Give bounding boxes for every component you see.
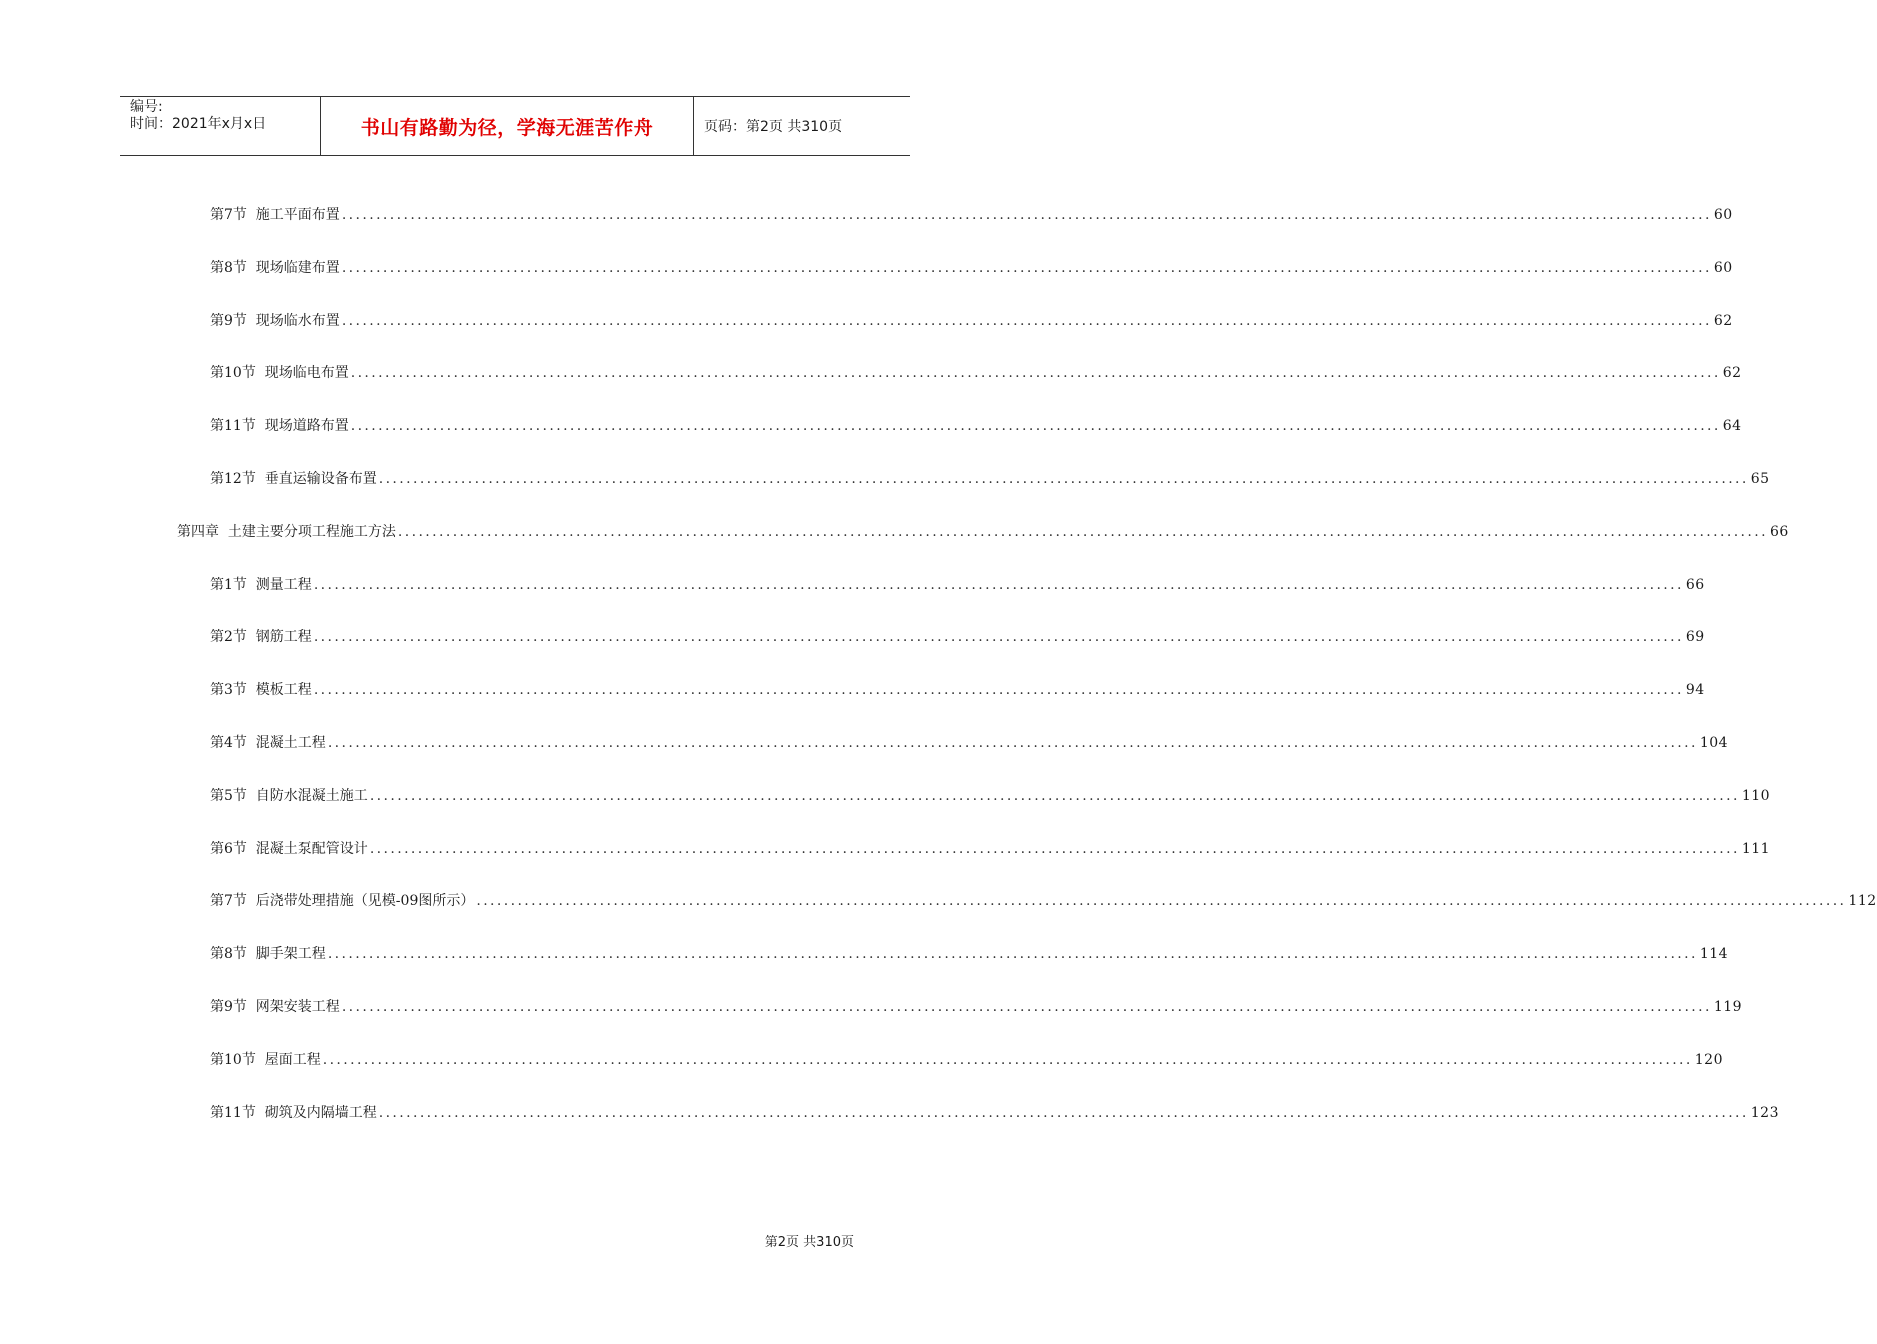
toc-leader-dots: ........................................................................................................................................................................................................ bbox=[378, 1104, 1749, 1121]
toc-leader-dots: ........................................................................................................................................................................................................ bbox=[313, 682, 1684, 699]
toc-entry-page: 65 bbox=[1750, 471, 1770, 487]
toc-entry-title: 第9节 现场临水布置 bbox=[210, 312, 340, 329]
toc-leader-dots: ........................................................................................................................................................................................................ bbox=[378, 471, 1749, 487]
toc-leader-dots: ........................................................................................................................................................................................................ bbox=[327, 735, 1698, 751]
toc-entry-page: 110 bbox=[1741, 787, 1771, 804]
toc-leader-dots: ........................................................................................................................................................................................................ bbox=[369, 840, 1740, 857]
toc-entry-title: 第2节 钢筋工程 bbox=[210, 629, 312, 646]
toc-entry-title: 第6节 混凝土泵配管设计 bbox=[210, 840, 368, 857]
toc-leader-dots: ........................................................................................................................................................................................................ bbox=[350, 418, 1721, 435]
toc-leader-dots: ........................................................................................................................................................................................................ bbox=[313, 576, 1684, 593]
toc-entry-page: 111 bbox=[1741, 840, 1771, 857]
toc-entry-title: 第9节 网架安装工程 bbox=[210, 999, 340, 1015]
toc-entry[interactable] bbox=[210, 1103, 1779, 1123]
toc-leader-dots: ........................................................................................................................................................................................................ bbox=[341, 259, 1712, 276]
toc-entry-page: 112 bbox=[1848, 893, 1877, 910]
toc-entry-title: 第1节 测量工程 bbox=[210, 576, 312, 593]
toc-leader-dots: ........................................................................................................................................................................................................ bbox=[397, 523, 1768, 540]
toc-entry-title: 第4节 混凝土工程 bbox=[210, 735, 326, 751]
toc-entry[interactable] bbox=[210, 944, 1729, 964]
toc-leader-dots: ........................................................................................................................................................................................................ bbox=[327, 946, 1698, 963]
toc-entry-page: 123 bbox=[1750, 1104, 1779, 1121]
toc-entry-title: 第四章 土建主要分项工程施工方法 bbox=[177, 523, 396, 540]
toc-leader-dots: ........................................................................................................................................................................................................ bbox=[341, 999, 1712, 1015]
toc-entry[interactable] bbox=[210, 258, 1733, 278]
toc-entry-page: 120 bbox=[1694, 1051, 1723, 1068]
toc-entry-title: 第7节 后浇带处理措施（见模-09图所示） bbox=[210, 893, 475, 910]
toc-entry-page: 60 bbox=[1713, 207, 1733, 223]
toc-entry-page: 66 bbox=[1769, 523, 1789, 540]
toc-entry[interactable] bbox=[210, 205, 1733, 225]
toc-leader-dots: ........................................................................................................................................................................................................ bbox=[341, 207, 1712, 223]
toc-entry-title: 第10节 屋面工程 bbox=[210, 1051, 321, 1068]
header-page-info: 页码：第2页 共310页 bbox=[704, 119, 843, 135]
toc-entry-title: 第8节 现场临建布置 bbox=[210, 259, 340, 276]
toc-leader-dots: ........................................................................................................................................................................................................ bbox=[341, 312, 1712, 329]
toc-entry-page: 119 bbox=[1713, 999, 1743, 1015]
toc-entry-title: 第11节 现场道路布置 bbox=[210, 418, 349, 435]
toc-entry-page: 69 bbox=[1685, 629, 1705, 646]
page-header bbox=[120, 96, 910, 156]
toc-leader-dots: ........................................................................................................................................................................................................ bbox=[313, 629, 1684, 646]
time-label: 时间：2021年x月x日 bbox=[130, 116, 267, 132]
toc-leader-dots: ........................................................................................................................................................................................................ bbox=[350, 365, 1721, 382]
toc-entry-title: 第5节 自防水混凝土施工 bbox=[210, 787, 368, 804]
toc-entry-page: 62 bbox=[1722, 365, 1742, 382]
toc-entry-page: 66 bbox=[1685, 576, 1705, 593]
toc-entry[interactable] bbox=[210, 416, 1742, 436]
toc-entry-title: 第3节 模板工程 bbox=[210, 682, 312, 699]
toc-leader-dots: ........................................................................................................................................................................................................ bbox=[322, 1051, 1693, 1068]
toc-entry-title: 第10节 现场临电布置 bbox=[210, 365, 349, 382]
toc-leader-dots: ........................................................................................................................................................................................................ bbox=[369, 787, 1740, 804]
toc-leader-dots: ........................................................................................................................................................................................................ bbox=[476, 893, 1847, 910]
toc-entry-page: 60 bbox=[1713, 259, 1733, 276]
toc-entry[interactable] bbox=[210, 680, 1705, 700]
toc-entry[interactable] bbox=[177, 522, 1789, 542]
number-label: 编号: bbox=[130, 99, 163, 115]
toc-entry-title: 第7节 施工平面布置 bbox=[210, 207, 340, 223]
toc-entry-title: 第8节 脚手架工程 bbox=[210, 946, 326, 963]
toc-entry[interactable] bbox=[210, 627, 1705, 647]
toc-entry[interactable] bbox=[210, 1050, 1723, 1070]
header-motto: 书山有路勤为径，学海无涯苦作舟 bbox=[321, 97, 694, 155]
toc-entry-title: 第12节 垂直运输设备布置 bbox=[210, 471, 377, 487]
toc-entry[interactable] bbox=[210, 733, 1729, 753]
toc-entry-page: 114 bbox=[1699, 946, 1729, 963]
toc-entry-page: 62 bbox=[1713, 312, 1733, 329]
toc-entry-page: 64 bbox=[1722, 418, 1742, 435]
page-footer: 第2页 共310页 bbox=[764, 1235, 854, 1250]
toc-entry[interactable] bbox=[210, 363, 1742, 383]
toc-entry-page: 104 bbox=[1699, 735, 1729, 751]
toc-entry[interactable] bbox=[210, 575, 1705, 595]
toc-entry[interactable] bbox=[210, 839, 1771, 859]
toc-entry[interactable] bbox=[210, 997, 1743, 1017]
toc-entry[interactable] bbox=[210, 469, 1770, 489]
toc-entry[interactable] bbox=[210, 891, 1877, 911]
toc-entry-title: 第11节 砌筑及内隔墙工程 bbox=[210, 1104, 377, 1121]
toc-entry[interactable] bbox=[210, 311, 1733, 331]
toc-entry-page: 94 bbox=[1685, 682, 1705, 699]
header-meta bbox=[120, 97, 321, 155]
toc-entry[interactable] bbox=[210, 786, 1771, 806]
